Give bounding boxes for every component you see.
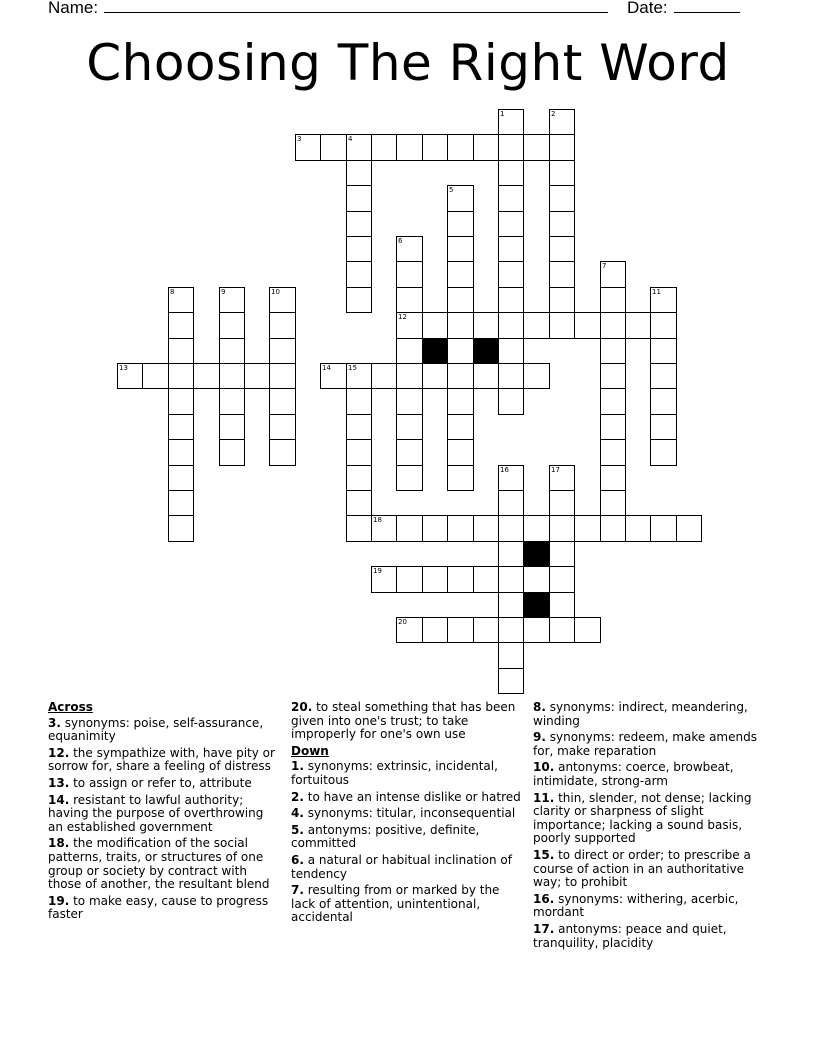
grid-cell[interactable] — [219, 312, 245, 339]
clue-number: 2 — [551, 110, 556, 118]
clue-text: the sympathize with, have pity or sorrow for, share a feeling of distress — [48, 745, 275, 774]
grid-cell[interactable] — [498, 388, 524, 415]
grid-cell[interactable] — [447, 338, 474, 364]
grid-cell[interactable] — [498, 211, 524, 237]
clue-number: 16 — [500, 466, 509, 474]
grid-cell[interactable] — [600, 414, 626, 440]
clue-number: 8 — [170, 288, 175, 296]
clue-number-label: 15. — [533, 847, 555, 862]
grid-cell[interactable] — [498, 109, 524, 135]
grid-cell[interactable] — [498, 592, 524, 618]
grid-cell[interactable] — [396, 388, 423, 415]
grid-cell[interactable] — [523, 566, 550, 593]
grid-cell[interactable] — [523, 134, 550, 161]
clue-text: synonyms: titular, inconsequential — [307, 806, 516, 821]
across-heading: Across — [48, 700, 93, 714]
grid-cell[interactable] — [396, 287, 423, 313]
grid-cell[interactable] — [346, 388, 372, 415]
grid-cell[interactable] — [346, 414, 372, 440]
grid-cell[interactable] — [346, 236, 372, 262]
grid-cell[interactable] — [396, 261, 423, 288]
grid-cell[interactable] — [396, 134, 423, 161]
grid-cell[interactable] — [498, 363, 524, 389]
grid-cell[interactable] — [549, 312, 575, 339]
grid-cell[interactable] — [269, 414, 296, 440]
grid-cell[interactable] — [219, 414, 245, 440]
clue-number: 1 — [500, 110, 505, 118]
clue-number-label: 5. — [291, 822, 304, 837]
clue-number: 13 — [119, 364, 128, 372]
clues-column-3 — [533, 701, 765, 953]
grid-cell[interactable] — [168, 287, 194, 313]
grid-cell[interactable] — [269, 312, 296, 339]
clue-number: 4 — [348, 135, 353, 143]
black-cell — [473, 338, 499, 364]
grid-cell[interactable] — [498, 617, 524, 643]
grid-cell[interactable] — [396, 515, 423, 542]
grid-cell[interactable] — [574, 312, 601, 339]
grid-cell[interactable] — [219, 287, 245, 313]
grid-cell[interactable] — [498, 287, 524, 313]
clue-number-label: 9. — [533, 730, 546, 745]
grid-cell[interactable] — [371, 515, 397, 542]
grid-cell[interactable] — [523, 363, 550, 389]
grid-cell[interactable] — [346, 185, 372, 212]
grid-cell[interactable] — [600, 388, 626, 415]
grid-cell[interactable] — [346, 261, 372, 288]
clues-column-2 — [291, 701, 523, 928]
clue-number-label: 17. — [533, 921, 555, 936]
grid-cell[interactable] — [396, 439, 423, 466]
grid-cell[interactable] — [473, 363, 499, 389]
grid-cell[interactable] — [396, 338, 423, 364]
clue-number: 17 — [551, 466, 560, 474]
clue-number: 12 — [398, 313, 407, 321]
grid-cell[interactable] — [447, 515, 474, 542]
grid-cell[interactable] — [447, 363, 474, 389]
clues-column-1 — [48, 701, 280, 925]
grid-cell[interactable] — [650, 439, 677, 466]
grid-cell[interactable] — [422, 515, 448, 542]
grid-cell[interactable] — [498, 515, 524, 542]
grid-cell[interactable] — [422, 363, 448, 389]
clue-text: synonyms: indirect, meandering, winding — [533, 700, 748, 728]
grid-cell[interactable] — [422, 312, 448, 339]
grid-cell[interactable] — [498, 261, 524, 288]
clue-number-label: 1. — [291, 759, 304, 774]
clue-number-label: 3. — [48, 715, 61, 730]
grid-cell[interactable] — [168, 363, 194, 389]
grid-cell[interactable] — [498, 642, 524, 669]
grid-cell[interactable] — [346, 134, 372, 161]
down-clue-list-continued — [533, 701, 765, 950]
clue-item — [291, 884, 523, 925]
clue-text: resulting from or marked by the lack of attention, unintentional, accidental — [291, 883, 500, 925]
grid-cell[interactable] — [244, 363, 270, 389]
grid-cell[interactable] — [549, 592, 575, 618]
grid-cell[interactable] — [295, 134, 321, 161]
clue-number: 19 — [373, 567, 382, 575]
grid-cell[interactable] — [498, 160, 524, 186]
grid-cell[interactable] — [320, 134, 347, 161]
date-label: Date: — [627, 0, 668, 17]
grid-cell[interactable] — [650, 515, 677, 542]
page-title: Choosing The Right Word — [86, 34, 730, 92]
clue-item — [291, 824, 523, 851]
grid-cell[interactable] — [473, 566, 499, 593]
clue-text: antonyms: peace and quiet, tranquility, placidity — [533, 921, 727, 950]
clue-item — [533, 761, 765, 788]
grid-cell[interactable] — [168, 515, 194, 542]
grid-cell[interactable] — [523, 312, 550, 339]
clue-number-label: 8. — [533, 700, 546, 714]
grid-cell[interactable] — [498, 338, 524, 364]
grid-cell[interactable] — [396, 312, 423, 339]
clue-text: synonyms: redeem, make amends for, make reparation — [533, 730, 757, 758]
black-cell — [523, 592, 550, 618]
clue-item — [533, 731, 765, 758]
grid-cell[interactable] — [600, 312, 626, 339]
grid-cell[interactable] — [447, 465, 474, 491]
grid-cell[interactable] — [346, 287, 372, 313]
grid-cell[interactable] — [269, 388, 296, 415]
grid-cell[interactable] — [549, 490, 575, 516]
grid-cell[interactable] — [549, 261, 575, 288]
clue-item — [291, 701, 523, 742]
grid-cell[interactable] — [447, 439, 474, 466]
grid-cell[interactable] — [498, 134, 524, 161]
grid-cell[interactable] — [346, 515, 372, 542]
grid-cell[interactable] — [650, 312, 677, 339]
grid-cell[interactable] — [447, 287, 474, 313]
grid-cell[interactable] — [549, 465, 575, 491]
clue-number: 6 — [398, 237, 403, 245]
clue-text: thin, slender, not dense; lacking clarity or sharpness of slight importance; lacking a sound basis, poorly supported — [533, 790, 752, 846]
grid-cell[interactable] — [498, 668, 524, 694]
clue-text: synonyms: withering, acerbic, mordant — [533, 891, 739, 920]
grid-cell[interactable] — [193, 363, 220, 389]
grid-cell[interactable] — [269, 338, 296, 364]
grid-cell[interactable] — [219, 439, 245, 466]
clue-item — [48, 717, 280, 744]
grid-cell[interactable] — [523, 515, 550, 542]
down-heading: Down — [291, 743, 329, 758]
clue-number-label: 14. — [48, 792, 70, 807]
grid-cell[interactable] — [549, 160, 575, 186]
grid-cell[interactable] — [650, 287, 677, 313]
grid-cell[interactable] — [549, 541, 575, 567]
grid-cell[interactable] — [219, 363, 245, 389]
grid-cell[interactable] — [168, 439, 194, 466]
grid-cell[interactable] — [473, 617, 499, 643]
grid-cell[interactable] — [600, 439, 626, 466]
grid-cell[interactable] — [168, 388, 194, 415]
clue-item — [48, 837, 280, 891]
grid-cell[interactable] — [473, 515, 499, 542]
clue-number-label: 7. — [291, 883, 304, 898]
grid-cell[interactable] — [574, 515, 601, 542]
grid-cell[interactable] — [269, 363, 296, 389]
clue-text: antonyms: positive, definite, committed — [291, 822, 480, 851]
grid-cell[interactable] — [549, 185, 575, 212]
grid-cell[interactable] — [396, 566, 423, 593]
grid-cell[interactable] — [422, 617, 448, 643]
grid-cell[interactable] — [168, 312, 194, 339]
grid-cell[interactable] — [650, 414, 677, 440]
grid-cell[interactable] — [473, 134, 499, 161]
clue-number: 9 — [221, 288, 226, 296]
clue-item — [291, 807, 523, 821]
grid-cell[interactable] — [447, 236, 474, 262]
grid-cell[interactable] — [447, 134, 474, 161]
clue-number: 3 — [297, 135, 302, 143]
clue-number-label: 16. — [533, 891, 555, 906]
grid-cell[interactable] — [600, 490, 626, 516]
grid-cell[interactable] — [498, 185, 524, 212]
grid-cell[interactable] — [650, 363, 677, 389]
grid-cell[interactable] — [371, 363, 397, 389]
grid-cell[interactable] — [447, 617, 474, 643]
clue-item — [48, 895, 280, 922]
grid-cell[interactable] — [346, 363, 372, 389]
clue-number: 20 — [398, 618, 407, 626]
clue-number-label: 11. — [533, 790, 555, 805]
grid-cell[interactable] — [396, 465, 423, 491]
clue-number-label: 12. — [48, 745, 70, 760]
down-clue-list — [291, 760, 523, 925]
grid-cell[interactable] — [346, 490, 372, 516]
clue-number: 15 — [348, 364, 357, 372]
clue-item — [291, 854, 523, 881]
clue-number: 11 — [652, 288, 661, 296]
grid-cell[interactable] — [396, 236, 423, 262]
clue-item — [533, 849, 765, 890]
grid-cell[interactable] — [168, 465, 194, 491]
clue-number-label: 4. — [291, 806, 304, 821]
grid-cell[interactable] — [574, 617, 601, 643]
clue-text: antonyms: coerce, browbeat, intimidate, strong-arm — [533, 760, 734, 788]
grid-cell[interactable] — [447, 414, 474, 440]
grid-cell[interactable] — [346, 211, 372, 237]
grid-cell[interactable] — [549, 109, 575, 135]
clue-number-label: 10. — [533, 760, 555, 775]
grid-cell[interactable] — [168, 338, 194, 364]
clue-text: to assign or refer to, attribute — [73, 775, 252, 790]
grid-cell[interactable] — [396, 414, 423, 440]
grid-cell[interactable] — [269, 439, 296, 466]
grid-cell[interactable] — [600, 287, 626, 313]
grid-cell[interactable] — [549, 287, 575, 313]
clue-number: 14 — [322, 364, 331, 372]
clue-text: synonyms: poise, self-assurance, equanimity — [48, 715, 264, 744]
grid-cell[interactable] — [168, 414, 194, 440]
grid-cell[interactable] — [396, 363, 423, 389]
grid-cell[interactable] — [650, 388, 677, 415]
grid-cell[interactable] — [625, 515, 651, 542]
grid-cell[interactable] — [346, 439, 372, 466]
grid-cell[interactable] — [396, 617, 423, 643]
grid-cell[interactable] — [168, 490, 194, 516]
grid-cell[interactable] — [549, 236, 575, 262]
clue-text: to have an intense dislike or hatred — [307, 789, 521, 804]
across-clue-list — [48, 717, 280, 922]
grid-cell[interactable] — [498, 236, 524, 262]
clue-text: to steal something that has been given into one's trust; to take improperly for one's own use — [291, 700, 516, 742]
clue-number: 18 — [373, 516, 382, 524]
grid-cell[interactable] — [549, 211, 575, 237]
grid-cell[interactable] — [447, 312, 474, 339]
clue-item — [533, 893, 765, 920]
grid-cell[interactable] — [447, 566, 474, 593]
clue-item — [48, 794, 280, 835]
clue-number-label: 2. — [291, 789, 304, 804]
black-cell — [422, 338, 448, 364]
clue-item — [291, 791, 523, 805]
clue-text: synonyms: extrinsic, incidental, fortuitous — [291, 759, 498, 787]
grid-cell[interactable] — [219, 338, 245, 364]
grid-cell[interactable] — [498, 541, 524, 567]
clue-text: to make easy, cause to progress faster — [48, 893, 269, 922]
grid-cell[interactable] — [498, 566, 524, 593]
across-clue-list-continued — [291, 701, 523, 742]
grid-cell[interactable] — [600, 261, 626, 288]
clue-text: to direct or order; to prescribe a course of action in an authoritative way; to prohibit — [533, 847, 751, 890]
grid-cell[interactable] — [447, 261, 474, 288]
grid-cell[interactable] — [447, 388, 474, 415]
clue-text: resistant to lawful authority; having the purpose of overthrowing an established government — [48, 792, 264, 834]
grid-cell[interactable] — [549, 134, 575, 161]
clue-number-label: 18. — [48, 836, 70, 851]
grid-cell[interactable] — [346, 160, 372, 186]
clue-item — [533, 923, 765, 950]
grid-cell[interactable] — [142, 363, 169, 389]
grid-cell[interactable] — [498, 465, 524, 491]
clue-number: 7 — [602, 262, 607, 270]
grid-cell[interactable] — [371, 134, 397, 161]
clue-text: the modification of the social patterns, traits, or structures of one group or society by contract with those of another, the resultant blend — [48, 836, 270, 892]
clue-item — [48, 747, 280, 774]
grid-cell[interactable] — [600, 465, 626, 491]
grid-cell[interactable] — [549, 515, 575, 542]
grid-cell[interactable] — [422, 566, 448, 593]
black-cell — [523, 541, 550, 567]
clue-text: a natural or habitual inclination of tendency — [291, 852, 512, 881]
clue-number: 10 — [271, 288, 280, 296]
grid-cell[interactable] — [447, 211, 474, 237]
clue-number-label: 20. — [291, 700, 313, 714]
grid-cell[interactable] — [473, 312, 499, 339]
grid-cell[interactable] — [549, 617, 575, 643]
grid-cell[interactable] — [549, 566, 575, 593]
name-label: Name: — [48, 0, 99, 17]
grid-cell[interactable] — [498, 490, 524, 516]
grid-cell[interactable] — [371, 566, 397, 593]
grid-cell[interactable] — [625, 312, 651, 339]
grid-cell[interactable] — [447, 185, 474, 212]
clue-item — [48, 777, 280, 791]
grid-cell[interactable] — [320, 363, 347, 389]
grid-cell[interactable] — [269, 287, 296, 313]
clue-number: 5 — [449, 186, 454, 194]
clue-number-label: 13. — [48, 775, 70, 790]
grid-cell[interactable] — [498, 312, 524, 339]
clue-number-label: 19. — [48, 893, 70, 908]
grid-cell[interactable] — [523, 617, 550, 643]
grid-cell[interactable] — [600, 363, 626, 389]
grid-cell[interactable] — [219, 388, 245, 415]
grid-cell[interactable] — [346, 465, 372, 491]
clue-item — [291, 760, 523, 787]
grid-cell[interactable] — [650, 338, 677, 364]
grid-cell[interactable] — [117, 363, 143, 389]
clue-item — [533, 701, 765, 728]
grid-cell[interactable] — [600, 338, 626, 364]
clue-item — [533, 792, 765, 846]
grid-cell[interactable] — [676, 515, 702, 542]
grid-cell[interactable] — [422, 134, 448, 161]
clue-number-label: 6. — [291, 852, 304, 867]
grid-cell[interactable] — [600, 515, 626, 542]
